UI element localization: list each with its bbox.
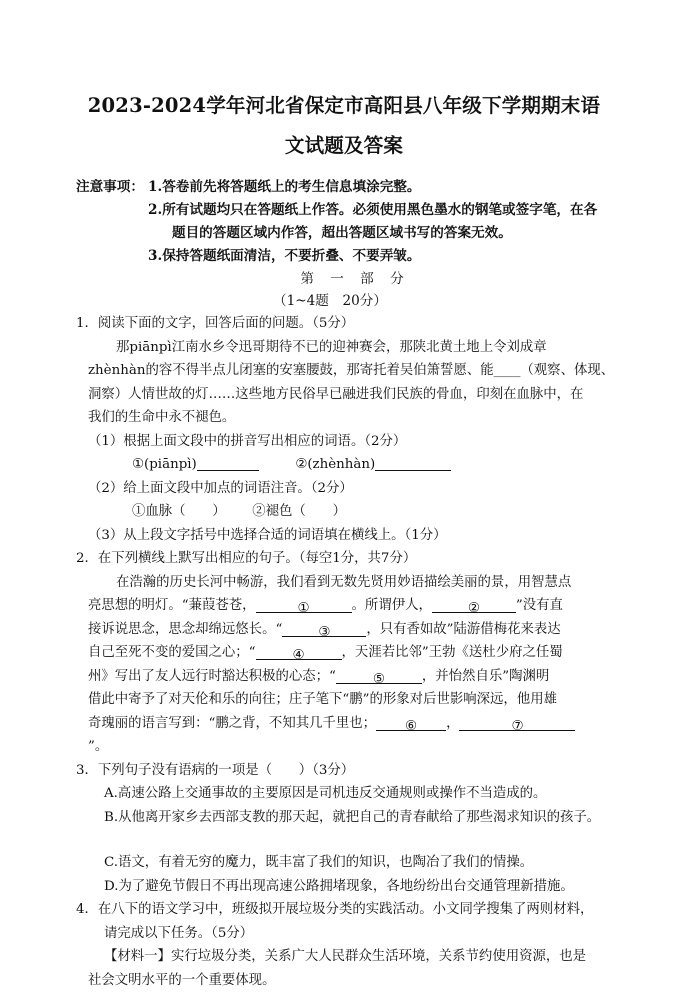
q2-line: 借此中寄予了对天伦和乐的向往；庄子笔下“鹏”的形象对后世影响深远，他用雄 (76, 688, 620, 712)
section-heading: 第 一 部 分 (90, 268, 620, 290)
q3-option-c[interactable]: C.语文，有着无穷的魔力，既丰富了我们的知识，也陶冶了我们的情操。 (76, 851, 620, 875)
blank-4[interactable]: ④ (256, 644, 342, 660)
q3-option-a[interactable]: A.高速公路上交通事故的主要原因是司机违反交通规则或操作不当造成的。 (76, 782, 620, 806)
q2-line: 在浩瀚的历史长河中畅游，我们看到无数先贤用妙语描绘美丽的景，用智慧点 (76, 571, 620, 595)
q2-line (76, 618, 620, 642)
q1-sub1: （1）根据上面文段中的拼音写出相应的词语。（2分） (76, 430, 620, 454)
q1-sub2-b: ②褪色（ ） (252, 504, 346, 519)
blank-3[interactable]: ③ (282, 621, 366, 637)
q1-sub1-answers (76, 453, 620, 477)
q2-line (76, 641, 620, 665)
q3-option-d[interactable]: D.为了避免节假日不再出现高速公路拥堵现象，各地纷纷出台交通管理新措施。 (76, 875, 620, 899)
q2-text: 奇瑰丽的语言写到：“鹏之背，不知其几千里也； (88, 716, 376, 731)
q2-stem: 2．在下列横线上默写出相应的句子。（每空1分，共7分） (76, 547, 620, 571)
q1-paragraph-line: 洞察）人情世故的灯……这些地方民俗早已融进我们民族的骨血，印刻在血脉中，在 (76, 383, 620, 407)
q2-text: ，天涯若比邻”王勃《送杜少府之任蜀 (342, 645, 563, 660)
q1-stem: 1．阅读下面的文字，回答后面的问题。（5分） (76, 312, 620, 336)
q2-text: ， (446, 716, 459, 731)
q2-text: 亮思想的明灯。“蒹葭苍苍， (88, 598, 256, 613)
q2-line (76, 665, 620, 689)
q2-text: ，并怡然自乐”陶渊明 (422, 669, 549, 684)
q4-material-1: 【材料一】实行垃圾分类，关系广大人民群众生活环境，关系节约使用资源，也是 (76, 945, 620, 969)
blank-1[interactable]: ① (256, 597, 352, 613)
q2-line: ”。 (76, 735, 620, 759)
q1-sub1-b-label: ②(zhènhàn) (295, 457, 375, 472)
q1-sub2-a: ①血脉（ ） (132, 504, 226, 519)
q4-stem: 4．在八下的语文学习中，班级拟开展垃圾分类的实践活动。小文同学搜集了两则材料， (76, 898, 620, 922)
blank-6[interactable]: ⑥ (376, 715, 446, 731)
q1-sub1-a-label: ①(piānpì) (132, 457, 197, 472)
note-item-1: 1.答卷前先将答题纸上的考生信息填涂完整。 (148, 176, 420, 199)
q1-sub2: （2）给上面文段中加点的词语注音。（2分） (76, 477, 620, 501)
note-item-3: 3.保持答题纸面清洁，不要折叠、不要弄皱。 (76, 245, 620, 268)
q1-sub2-answers (76, 500, 620, 524)
question-4 (76, 898, 620, 992)
q2-line (76, 712, 620, 736)
blank-7[interactable]: ⑦ (459, 715, 575, 731)
blank-2[interactable]: ② (432, 597, 516, 613)
note-item-2b: 题目的答题区域内作答，超出答题区域书写的答案无效。 (76, 222, 620, 245)
title-line-2: 文试题及答案 (68, 126, 620, 166)
exam-notes (76, 176, 620, 268)
q2-text: 州》写出了友人远行时豁达积极的心态；“ (88, 669, 336, 684)
section-range: （1~4题 20分） (40, 290, 620, 312)
q4-stem-cont: 请完成以下任务。（5分） (76, 922, 620, 946)
notes-heading: 注意事项： (76, 176, 148, 199)
q2-text: 。所谓伊人， (352, 598, 432, 613)
question-1 (76, 312, 620, 547)
q2-line (76, 594, 620, 618)
q1-paragraph-line: 那piānpì江南水乡令迅哥期待不已的迎神赛会，那陕北黄土地上令刘成章 (76, 336, 620, 360)
q2-text: ，只有香如故”陆游借梅花来表达 (366, 622, 560, 637)
q3-stem: 3．下列句子没有语病的一项是（ ）（3分） (76, 759, 620, 783)
q2-text: ”没有直 (516, 598, 563, 613)
title-line-1: 2023-2024学年河北省保定市高阳县八年级下学期期末语 (68, 86, 620, 126)
question-2 (76, 547, 620, 759)
q2-text: 接诉说思念，思念却绵远悠长。“ (88, 622, 282, 637)
question-3 (76, 759, 620, 899)
note-item-2a: 2.所有试题均只在答题纸上作答。必须使用黑色墨水的钢笔或签字笔，在各 (76, 199, 620, 222)
answer-blank[interactable] (197, 455, 259, 471)
blank-5[interactable]: ⑤ (336, 668, 422, 684)
page-title (68, 86, 620, 166)
q4-material-1-cont: 社会文明水平的一个重要体现。 (76, 969, 620, 992)
q1-paragraph-line: 我们的生命中永不褪色。 (76, 406, 620, 430)
q2-text: 自己至死不变的爱国之心；“ (88, 645, 256, 660)
answer-blank[interactable] (375, 455, 451, 471)
q1-paragraph-line: zhènhàn的容不得半点儿闭塞的安塞腰鼓，那寄托着吴伯箫誓愿、能____（观察、体现、 (76, 359, 620, 383)
q3-option-b[interactable]: B.从他离开家乡去西部支教的那天起，就把自己的青春献给了那些渴求知识的孩子。 (76, 806, 620, 830)
q1-sub3: （3）从上段文字括号中选择合适的词语填在横线上。（1分） (76, 524, 620, 548)
